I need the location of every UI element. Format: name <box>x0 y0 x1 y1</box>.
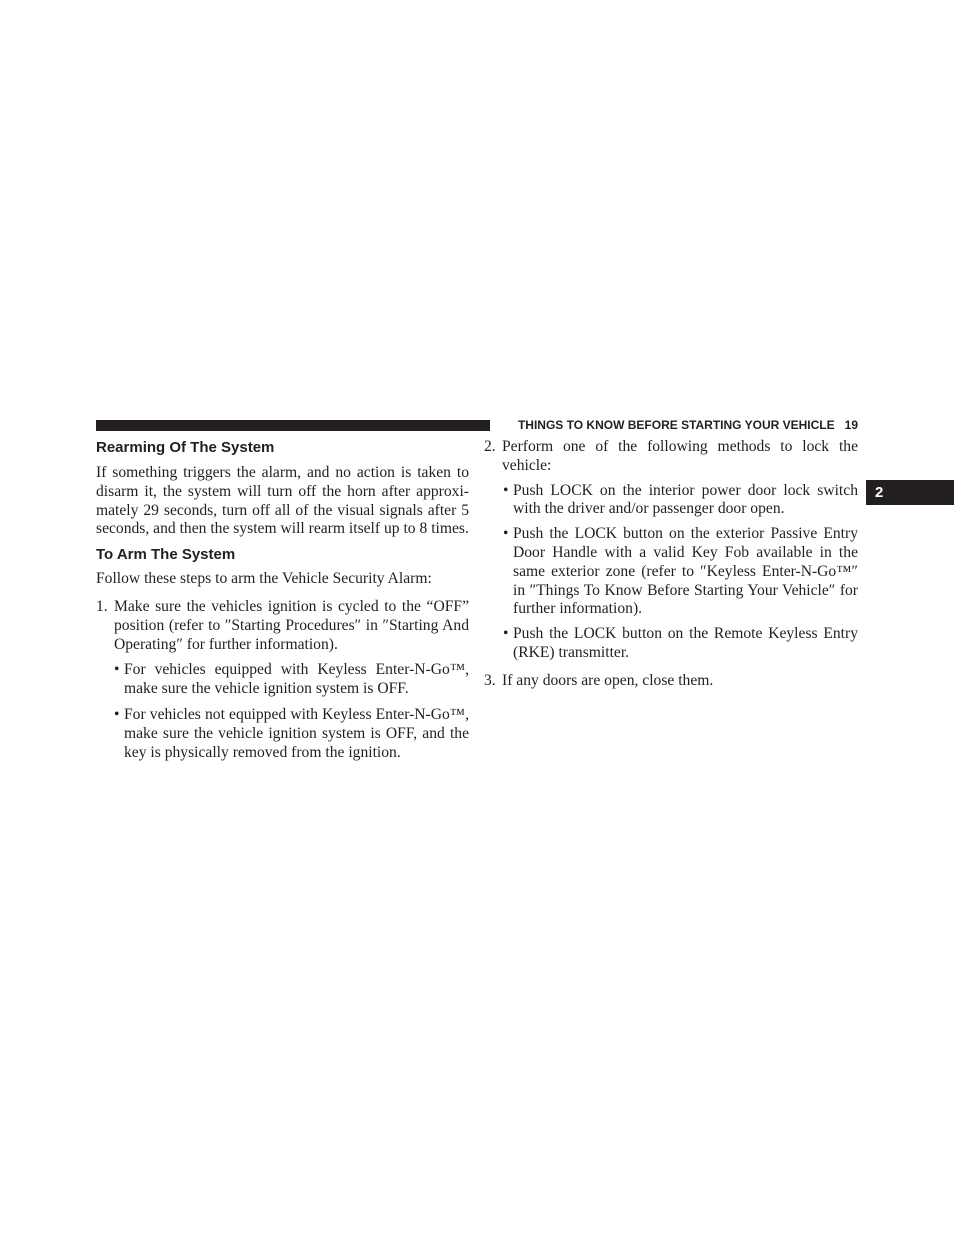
bullet-icon: • <box>114 705 120 723</box>
step-number: 1. <box>96 597 108 615</box>
list-item <box>114 706 469 762</box>
bullet-text: Push the LOCK button on the exterior Passive Entry Door Handle with a valid Key Fob available in the same exterior zone (refer to ″Keyless Enter-N-Go™″ in ″Things To Know Before Starting Your Vehicle″ for further information). <box>513 525 858 618</box>
chapter-tab: 2 <box>866 480 954 505</box>
step-1 <box>96 598 469 654</box>
list-item <box>503 625 858 663</box>
bullet-text: Push the LOCK button on the Remote Keyless Entry (RKE) transmitter. <box>513 625 858 661</box>
page-number: 19 <box>844 418 858 432</box>
step-2 <box>484 438 858 476</box>
bullet-icon: • <box>503 525 509 543</box>
left-column <box>96 437 469 762</box>
header-rule-bar <box>96 420 490 431</box>
paragraph-arm-intro: Follow these steps to arm the Vehicle Security Alarm: <box>96 570 432 588</box>
heading-arm-system: To Arm The System <box>96 546 236 564</box>
step-text: Perform one of the following methods to lock the vehicle: <box>502 438 858 474</box>
right-column <box>484 437 858 691</box>
heading-rearming: Rearming Of The System <box>96 439 275 456</box>
bullet-icon: • <box>503 481 509 499</box>
list-item <box>503 482 858 520</box>
step-number: 2. <box>484 438 496 455</box>
running-head <box>499 417 858 433</box>
step-number: 3. <box>484 671 496 689</box>
step-text: Make sure the vehicles ignition is cycled to the “OFF” position (refer to ″Starting Procedures″ in ″Starting And Operating″ for further information). <box>114 597 469 653</box>
bullet-text: Push LOCK on the interior power door lock switch with the driver and/or passenger door open. <box>513 481 858 518</box>
bullet-text: For vehicles not equipped with Keyless Enter-N-Go™, make sure the vehicle ignition system is OFF, and the key is physically removed from the ignition. <box>124 705 469 761</box>
step-text: If any doors are open, close them. <box>502 671 714 689</box>
bullet-icon: • <box>114 661 120 679</box>
bullet-text: For vehicles equipped with Keyless Enter-N-Go™, make sure the vehicle ignition system is OFF. <box>124 661 469 698</box>
bullet-icon: • <box>503 625 509 643</box>
paragraph-rearming: If something triggers the alarm, and no action is taken to disarm it, the system will turn off the horn after approximately 29 seconds, turn off all of the visual signals after 5 seconds, and then the system will rearm itself up to 8 times. <box>96 464 469 538</box>
list-item <box>503 525 858 619</box>
step-3 <box>484 672 858 691</box>
list-item <box>114 661 469 699</box>
running-title: THINGS TO KNOW BEFORE STARTING YOUR VEHICLE <box>517 418 835 432</box>
